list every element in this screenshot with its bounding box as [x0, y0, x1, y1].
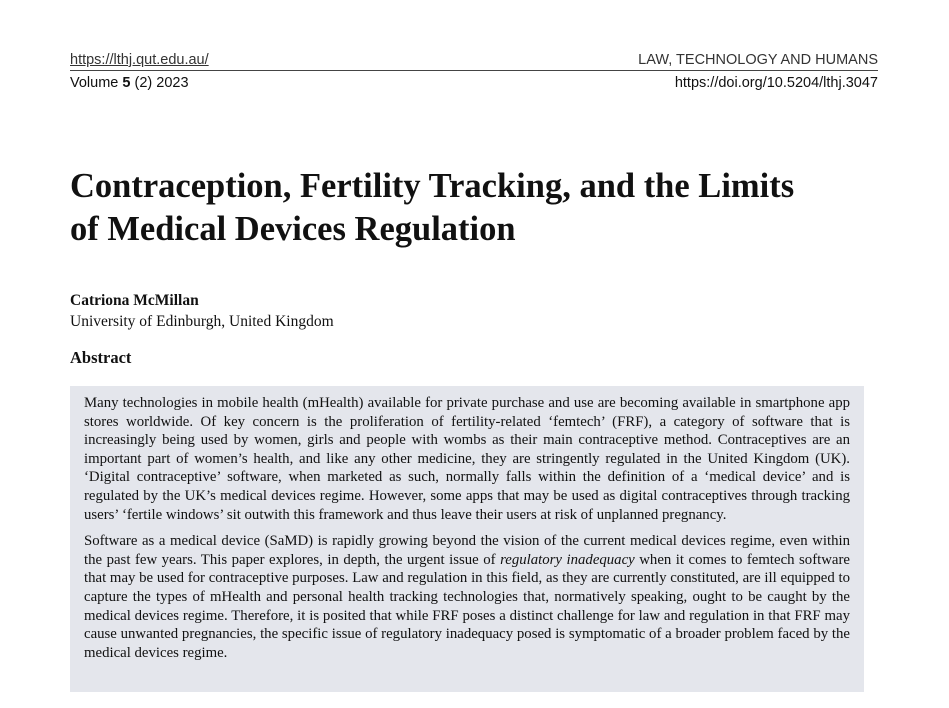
title-line-1: Contraception, Fertility Tracking, and the Limits — [70, 167, 795, 205]
volume-suffix: (2) 2023 — [130, 75, 189, 91]
abstract-paragraph-1: Many technologies in mobile health (mHealth) available for private purchase and use are becoming available in smartphone app stores worldwide. Of key concern is the proliferation of fertility-related ‘femtech’ (FRF), a category of software that is increasingly being used by women, girls and people with wombs as their main contraceptive method. Contraceptives are an important part of women’s health, and like any other medicine, they are stringently regulated in the United Kingdom (UK). ‘Digital contraceptive’ software, when marketed as such, normally falls within the definition of a ‘medical device’ and is regulated by the UK’s medical devices regime. However, some apps that may be used as digital contraceptives through tracking users’ ‘fertile windows’ sit outwith this framework and thus leave their users at risk of unplanned pregnancy. — [84, 395, 850, 523]
article-title — [70, 165, 910, 251]
volume-number: 5 — [122, 75, 131, 91]
abstract-p2-part1: Software as a medical device (SaMD) is rapidly growing beyond the vision of the current medical devices regime, even within the past few years. This paper explores, in depth, the urgent issue of — [84, 533, 850, 568]
journal-name: LAW, TECHNOLOGY AND HUMANS — [638, 52, 878, 68]
title-line-2: of Medical Devices Regulation — [70, 210, 516, 248]
abstract-p2-part2: when it comes to femtech software that may be used for contraceptive purposes. Law and regulation in this field, as they are currently constituted, are ill equipped to capture the types of mHealth and personal health tracking technologies that, normatively speaking, ought to be caught by the medical devices regime. Therefore, it is posited that while FRF poses a distinct challenge for law and regulation in that FRF may cause unwanted pregnancies, the specific issue of regulatory inadequacy posed is symptomatic of a broader problem faced by the medical devices regime. — [84, 551, 850, 661]
abstract-heading: Abstract — [70, 348, 132, 367]
author-affiliation: University of Edinburgh, United Kingdom — [70, 313, 334, 330]
abstract-p2-emphasis: regulatory inadequacy — [500, 551, 635, 568]
author-name: Catriona McMillan — [70, 292, 199, 309]
header-top-row — [70, 52, 878, 71]
abstract-box — [70, 386, 864, 692]
header-bottom-row — [70, 71, 878, 91]
volume-prefix: Volume — [70, 75, 123, 91]
page-header — [70, 52, 878, 91]
journal-url-link[interactable]: https://lthj.qut.edu.au/ — [70, 52, 209, 68]
volume-info — [70, 75, 189, 91]
doi-link[interactable]: https://doi.org/10.5204/lthj.3047 — [674, 75, 878, 91]
abstract-paragraph-2 — [84, 532, 850, 662]
